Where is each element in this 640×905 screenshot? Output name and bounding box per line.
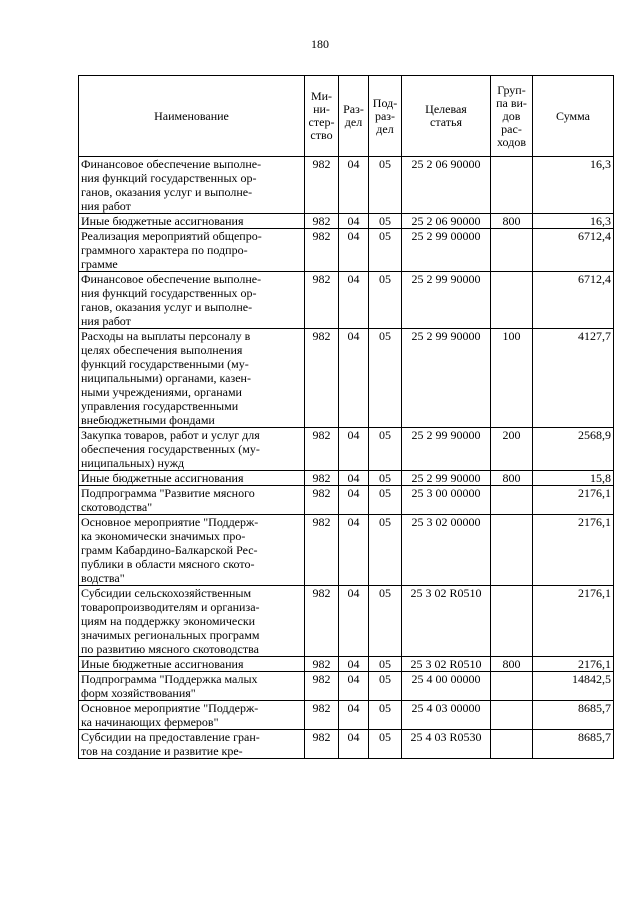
cell-target: 25 3 02 00000 — [402, 515, 491, 586]
cell-section: 04 — [339, 428, 369, 471]
column-header-target-text: Целевая статья — [425, 102, 467, 129]
cell-sum: 15,8 — [533, 471, 614, 486]
cell-group — [491, 586, 533, 657]
cell-sum: 2176,1 — [533, 515, 614, 586]
cell-sum: 2176,1 — [533, 586, 614, 657]
table-row — [79, 486, 614, 515]
cell-target: 25 2 99 90000 — [402, 471, 491, 486]
table-row — [79, 329, 614, 428]
cell-name: Подпрограмма "Поддержка малых форм хозяйствования" — [79, 672, 305, 701]
cell-section: 04 — [339, 486, 369, 515]
cell-sum: 2176,1 — [533, 657, 614, 672]
table-header-row — [79, 76, 614, 157]
cell-group: 800 — [491, 214, 533, 229]
cell-ministry: 982 — [305, 329, 339, 428]
cell-sum: 8685,7 — [533, 701, 614, 730]
cell-subsection: 05 — [369, 586, 402, 657]
cell-sum: 16,3 — [533, 214, 614, 229]
cell-name: Основное мероприятие "Поддерж- ка начинающих фермеров" — [79, 701, 305, 730]
table-row — [79, 272, 614, 329]
cell-ministry: 982 — [305, 229, 339, 272]
cell-target: 25 4 00 00000 — [402, 672, 491, 701]
cell-target: 25 2 99 90000 — [402, 272, 491, 329]
cell-subsection: 05 — [369, 428, 402, 471]
cell-name: Реализация мероприятий общепро- граммного характера по подпро- грамме — [79, 229, 305, 272]
cell-sum: 14842,5 — [533, 672, 614, 701]
cell-ministry: 982 — [305, 428, 339, 471]
cell-sum: 2176,1 — [533, 486, 614, 515]
cell-group: 800 — [491, 657, 533, 672]
cell-name: Закупка товаров, работ и услуг для обеспечения государственных (му- ниципальных) нужд — [79, 428, 305, 471]
cell-target: 25 3 02 R0510 — [402, 657, 491, 672]
cell-subsection: 05 — [369, 515, 402, 586]
cell-ministry: 982 — [305, 272, 339, 329]
cell-section: 04 — [339, 471, 369, 486]
table-row — [79, 657, 614, 672]
cell-sum: 16,3 — [533, 157, 614, 214]
cell-sum: 6712,4 — [533, 229, 614, 272]
cell-section: 04 — [339, 515, 369, 586]
cell-subsection: 05 — [369, 701, 402, 730]
cell-group — [491, 701, 533, 730]
cell-section: 04 — [339, 657, 369, 672]
cell-target: 25 2 99 90000 — [402, 428, 491, 471]
cell-group: 100 — [491, 329, 533, 428]
cell-target: 25 4 03 00000 — [402, 701, 491, 730]
cell-target: 25 3 02 R0510 — [402, 586, 491, 657]
cell-name: Подпрограмма "Развитие мясного скотоводства" — [79, 486, 305, 515]
column-header-ministry — [305, 76, 339, 157]
cell-section: 04 — [339, 730, 369, 759]
cell-sum: 4127,7 — [533, 329, 614, 428]
column-header-subsection-text: Под- раз- дел — [372, 95, 398, 136]
cell-section: 04 — [339, 272, 369, 329]
cell-group — [491, 486, 533, 515]
cell-group — [491, 229, 533, 272]
cell-ministry: 982 — [305, 672, 339, 701]
cell-subsection: 05 — [369, 157, 402, 214]
cell-subsection: 05 — [369, 657, 402, 672]
column-header-ministry-text: Ми- ни- стер- ство — [308, 89, 335, 142]
cell-ministry: 982 — [305, 701, 339, 730]
cell-subsection: 05 — [369, 730, 402, 759]
cell-sum: 8685,7 — [533, 730, 614, 759]
cell-name: Финансовое обеспечение выполне- ния функций государственных ор- ганов, оказания услуг и выполне- ния работ — [79, 157, 305, 214]
column-header-group-text: Груп- па ви- дов рас- ходов — [496, 82, 527, 149]
cell-subsection: 05 — [369, 229, 402, 272]
budget-table — [78, 75, 614, 759]
cell-section: 04 — [339, 586, 369, 657]
cell-target: 25 2 06 90000 — [402, 214, 491, 229]
column-header-name: Наименование — [79, 76, 305, 157]
table-row — [79, 229, 614, 272]
cell-name: Субсидии на предоставление гран- тов на создание и развитие кре- — [79, 730, 305, 759]
cell-name: Иные бюджетные ассигнования — [79, 214, 305, 229]
cell-subsection: 05 — [369, 672, 402, 701]
cell-section: 04 — [339, 701, 369, 730]
cell-group — [491, 730, 533, 759]
cell-name: Расходы на выплаты персоналу в целях обеспечения выполнения функций государственными (му- ниципальными) органами, казен- ными учреждениями, органами управления государственными внебюджетными фондами — [79, 329, 305, 428]
cell-ministry: 982 — [305, 214, 339, 229]
cell-sum: 2568,9 — [533, 428, 614, 471]
column-header-section-text: Раз- дел — [343, 102, 364, 129]
cell-section: 04 — [339, 229, 369, 272]
cell-group — [491, 515, 533, 586]
cell-ministry: 982 — [305, 486, 339, 515]
cell-section: 04 — [339, 329, 369, 428]
cell-group — [491, 157, 533, 214]
table-row — [79, 471, 614, 486]
cell-name: Иные бюджетные ассигнования — [79, 471, 305, 486]
cell-target: 25 4 03 R0530 — [402, 730, 491, 759]
cell-ministry: 982 — [305, 586, 339, 657]
table-row — [79, 428, 614, 471]
cell-sum: 6712,4 — [533, 272, 614, 329]
cell-subsection: 05 — [369, 214, 402, 229]
cell-group — [491, 672, 533, 701]
cell-section: 04 — [339, 214, 369, 229]
cell-name: Иные бюджетные ассигнования — [79, 657, 305, 672]
cell-ministry: 982 — [305, 471, 339, 486]
cell-ministry: 982 — [305, 157, 339, 214]
cell-ministry: 982 — [305, 515, 339, 586]
table-body — [79, 157, 614, 759]
column-header-target — [402, 76, 491, 157]
cell-group: 200 — [491, 428, 533, 471]
page-number: 180 — [311, 37, 329, 51]
cell-name: Финансовое обеспечение выполне- ния функций государственных ор- ганов, оказания услуг и выполне- ния работ — [79, 272, 305, 329]
column-header-section — [339, 76, 369, 157]
table-row — [79, 730, 614, 759]
table-row — [79, 157, 614, 214]
cell-subsection: 05 — [369, 486, 402, 515]
cell-group: 800 — [491, 471, 533, 486]
table-row — [79, 586, 614, 657]
cell-target: 25 2 06 90000 — [402, 157, 491, 214]
cell-target: 25 3 00 00000 — [402, 486, 491, 515]
cell-section: 04 — [339, 672, 369, 701]
cell-ministry: 982 — [305, 730, 339, 759]
column-header-subsection — [369, 76, 402, 157]
cell-name: Субсидии сельскохозяйственным товаропроизводителям и организа- циям на поддержку экономически значимых региональных программ по развитию мясного скотоводства — [79, 586, 305, 657]
table-row — [79, 214, 614, 229]
table-row — [79, 515, 614, 586]
cell-target: 25 2 99 90000 — [402, 329, 491, 428]
cell-name: Основное мероприятие "Поддерж- ка экономически значимых про- грамм Кабардино-Балкарской Рес- публики в области мясного ското- водства" — [79, 515, 305, 586]
cell-section: 04 — [339, 157, 369, 214]
cell-ministry: 982 — [305, 657, 339, 672]
cell-subsection: 05 — [369, 471, 402, 486]
table-row — [79, 672, 614, 701]
cell-target: 25 2 99 00000 — [402, 229, 491, 272]
column-header-group — [491, 76, 533, 157]
cell-subsection: 05 — [369, 329, 402, 428]
cell-subsection: 05 — [369, 272, 402, 329]
column-header-sum: Сумма — [533, 76, 614, 157]
table-row — [79, 701, 614, 730]
cell-group — [491, 272, 533, 329]
